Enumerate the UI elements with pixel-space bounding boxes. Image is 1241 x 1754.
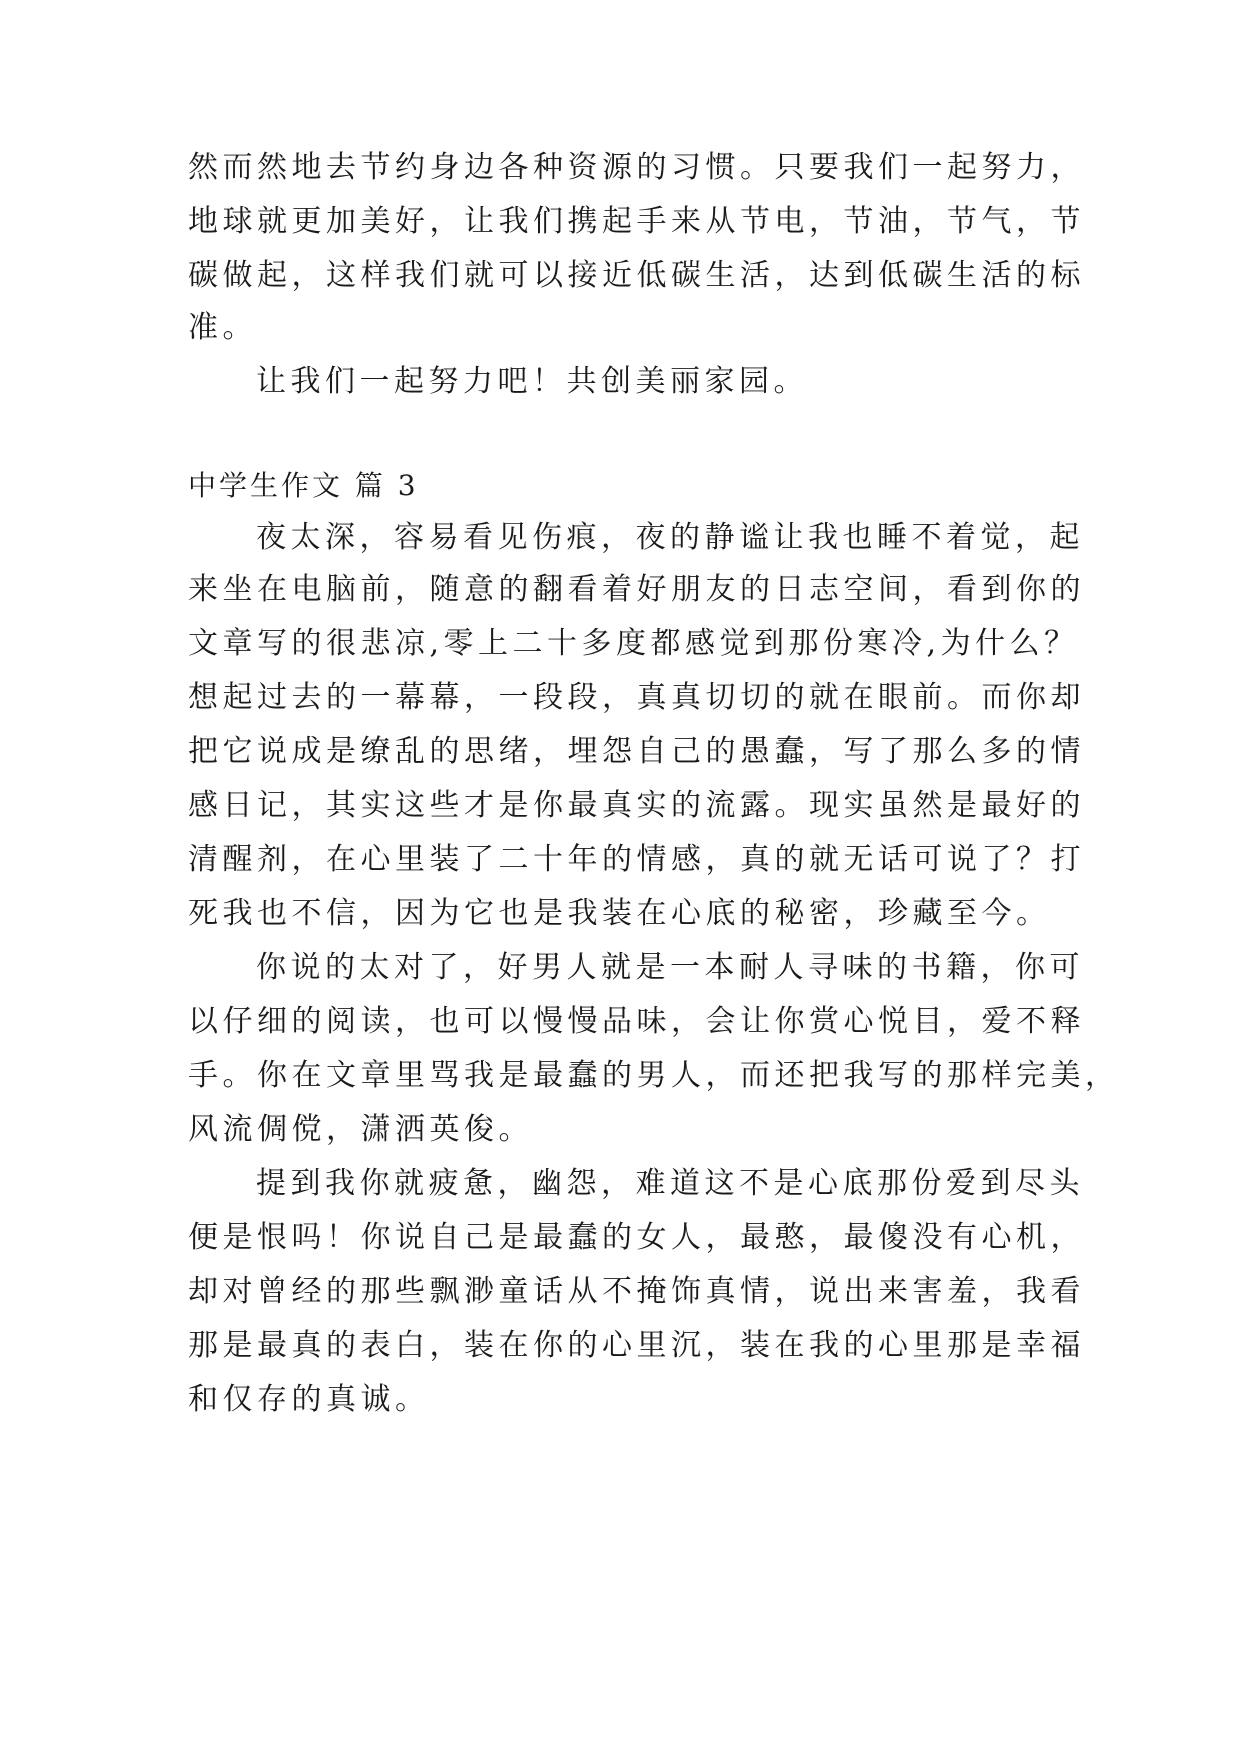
text-line: 文章写的很悲凉,零上二十多度都感觉到那份寒冷,为什么？ [188, 626, 1079, 661]
text-line: 感日记，其实这些才是你最真实的流露。现实虽然是最好的 [188, 788, 1085, 823]
text-line: 却对曾经的那些飘渺童话从不掩饰真情，说出来害羞，我看 [188, 1274, 1085, 1309]
text-line: 风流倜傥，潇洒英俊。 [188, 1112, 533, 1147]
text-line: 你说的太对了，好男人就是一本耐人寻味的书籍，你可 [256, 950, 1084, 985]
text-line: 然而然地去节约身边各种资源的习惯。只要我们一起努力， [188, 150, 1085, 185]
closing-line: 让我们一起努力吧！共创美丽家园。 [256, 364, 808, 399]
text-line: 碳做起，这样我们就可以接近低碳生活，达到低碳生活的标 [188, 258, 1085, 293]
text-line: 把它说成是缭乱的思绪，埋怨自己的愚蠢，写了那么多的情 [188, 734, 1085, 769]
text-line: 那是最真的表白，装在你的心里沉，装在我的心里那是幸福 [188, 1328, 1085, 1363]
text-line: 夜太深，容易看见伤痕，夜的静谧让我也睡不着觉，起 [256, 520, 1084, 555]
text-line: 以仔细的阅读，也可以慢慢品味，会让你赏心悦目，爱不释 [188, 1004, 1085, 1039]
text-line: 地球就更加美好，让我们携起手来从节电，节油，节气，节 [188, 204, 1085, 239]
text-line: 想起过去的一幕幕，一段段，真真切切的就在眼前。而你却 [188, 680, 1085, 715]
text-line: 清醒剂，在心里装了二十年的情感，真的就无话可说了？打 [188, 842, 1085, 877]
text-line: 手。你在文章里骂我是最蠢的男人，而还把我写的那样完美， [188, 1058, 1120, 1093]
text-line: 和仅存的真诚。 [188, 1382, 430, 1417]
text-line: 提到我你就疲惫，幽怨，难道这不是心底那份爱到尽头 [256, 1166, 1084, 1201]
text-line: 死我也不信，因为它也是我装在心底的秘密，珍藏至今。 [188, 896, 1051, 931]
text-line: 便是恨吗！你说自己是最蠢的女人，最憨，最傻没有心机， [188, 1220, 1085, 1255]
text-line: 来坐在电脑前，随意的翻看着好朋友的日志空间，看到你的 [188, 572, 1085, 607]
text-line: 准。 [188, 310, 257, 345]
section-heading: 中学生作文 篇 3 [188, 469, 419, 502]
